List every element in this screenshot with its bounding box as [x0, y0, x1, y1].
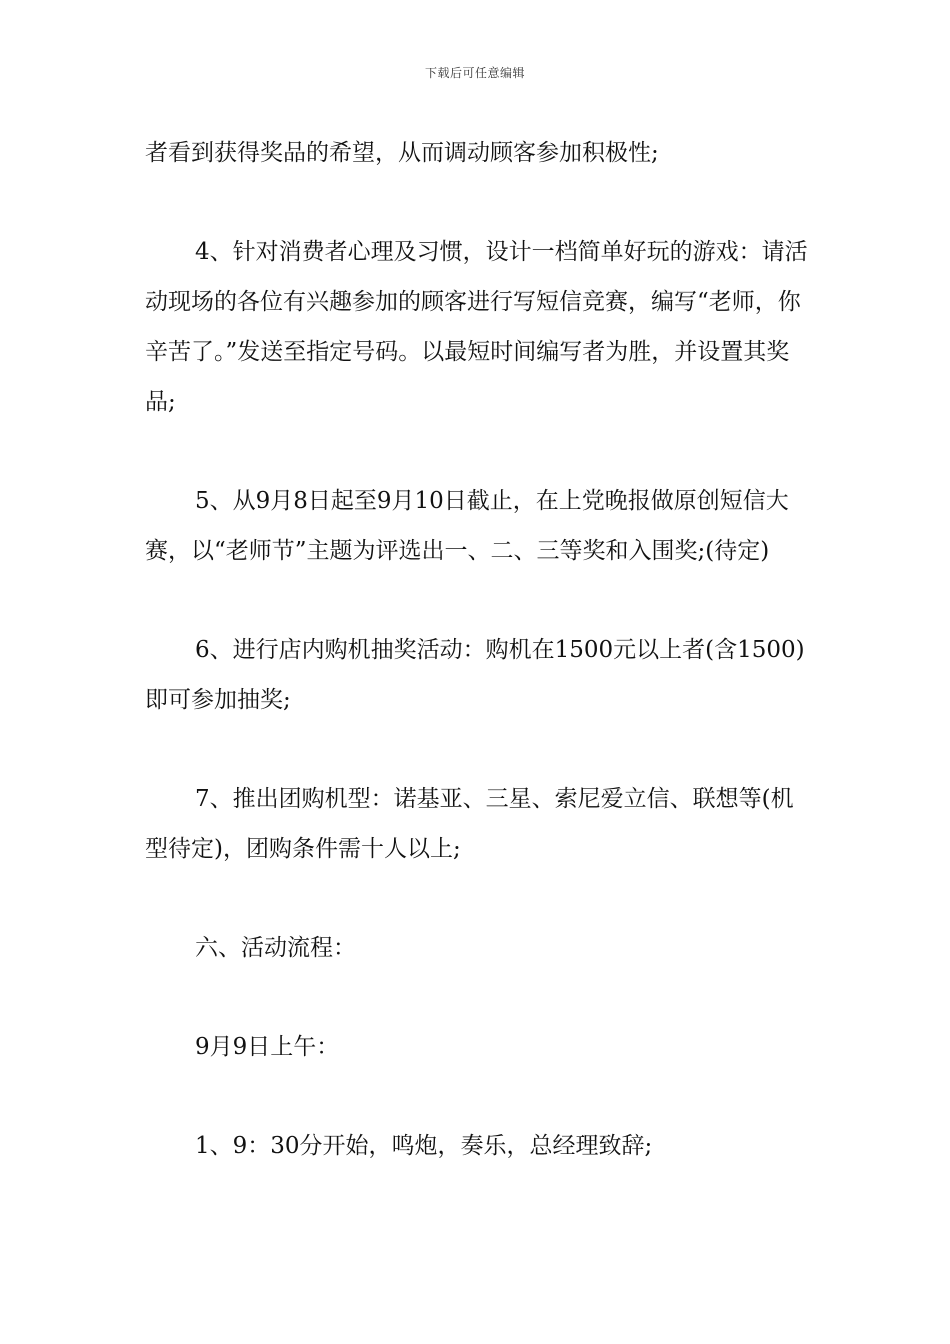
paragraph-item-7: 7、推出团购机型：诺基亚、三星、索尼爱立信、联想等(机型待定)，团购条件需十人以上; [145, 786, 794, 862]
document-body [145, 128, 810, 1220]
section-heading-activity-flow: 六、活动流程： [195, 935, 356, 961]
paragraph-item-4: 4、针对消费者心理及习惯，设计一档简单好玩的游戏：请活动现场的各位有兴趣参加的顾客进行写短信竞赛，编写“老师，你辛苦了。”发送至指定号码。以最短时间编写者为胜，并设置其奖品; [145, 239, 808, 415]
paragraph-item-5: 5、从9月8日起至9月10日截止，在上党晚报做原创短信大赛，以“老师节”主题为评选出一、二、三等奖和入围奖;(待定) [145, 488, 789, 564]
paragraph-item-6: 6、进行店内购机抽奖活动：购机在1500元以上者(含1500)即可参加抽奖; [145, 637, 805, 713]
paragraph-continuation: 者看到获得奖品的希望，从而调动顾客参加积极性; [145, 140, 659, 166]
schedule-date-heading: 9月9日上午： [195, 1034, 340, 1060]
page-header: 下载后可任意编辑 [424, 66, 525, 80]
schedule-item-1: 1、9：30分开始，鸣炮，奏乐，总经理致辞; [195, 1133, 653, 1159]
